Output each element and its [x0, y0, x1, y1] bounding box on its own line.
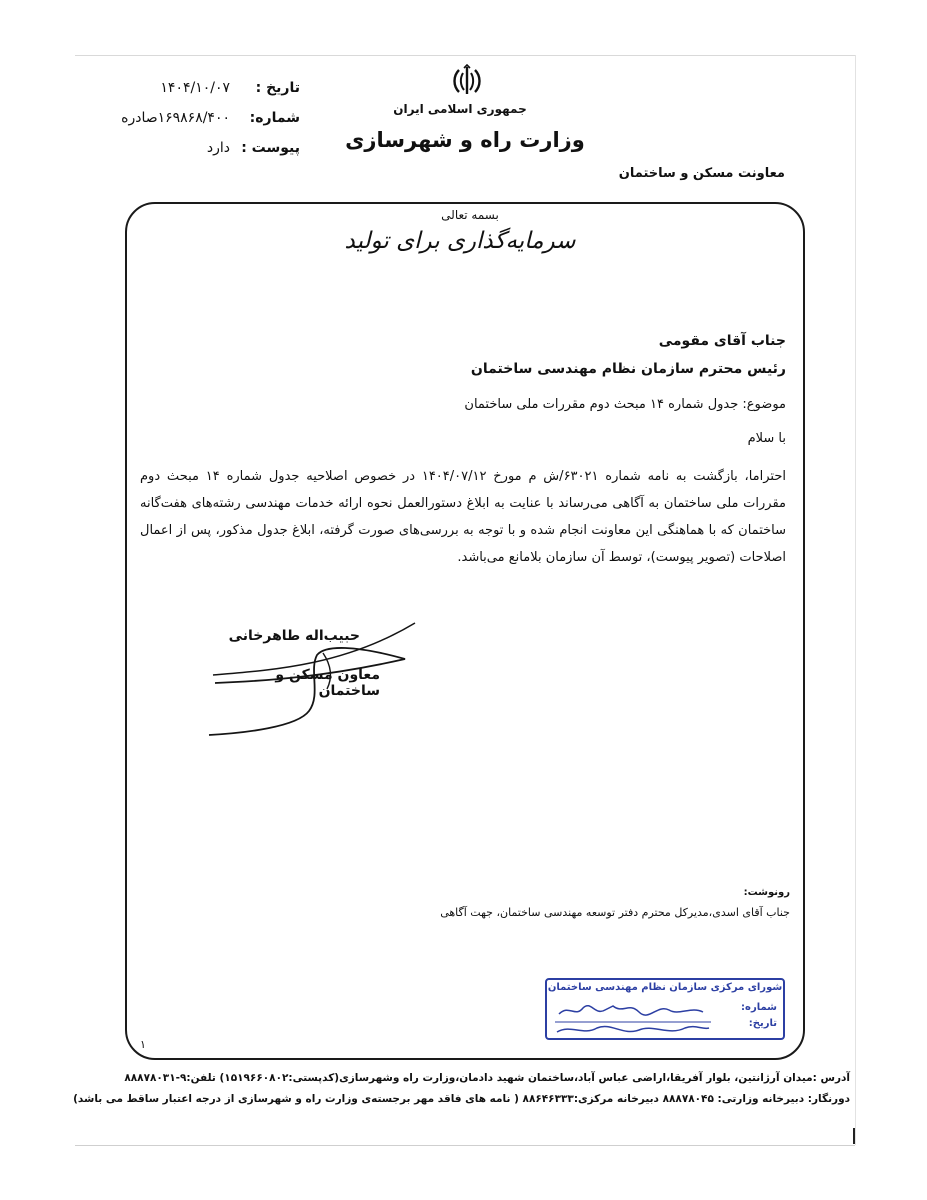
government-name: جمهوری اسلامی ایران — [393, 102, 527, 116]
letter-meta — [100, 80, 300, 170]
page-number: ۱ — [140, 1038, 146, 1051]
receipt-stamp — [545, 978, 785, 1040]
iran-emblem-icon — [450, 64, 484, 98]
stamp-date-label: تاریخ: — [748, 1018, 777, 1029]
footer-address: آدرس :میدان آرژانتین، بلوار آفریقا،اراضی عباس آباد،ساختمان شهید دادمان،وزارت راه وشهرسازی(کدپستی:۱۵۱۹۶۶۰۸۰۲) تلفن:۹-۸۸۸۷۸۰۳۱ — [124, 1072, 850, 1084]
number-row — [100, 110, 300, 140]
bismillah: بسمه تعالی — [441, 208, 499, 222]
page-edge-top — [75, 55, 855, 56]
margin-mark — [853, 1128, 855, 1144]
letter-body: احتراما، بازگشت به نامه شماره ۶۳۰۲۱/ش م مورخ ۱۴۰۴/۰۷/۱۲ در خصوص اصلاحیه جدول شماره ۱۴ مبحث دوم مقررات ملی ساختمان به آگاهی می‌رساند با عنایت به ابلاغ دستورالعمل نحوه ارائه خدمات مهندسی رشته‌های هفت‌گانه ساختمان که با هماهنگی این معاونت انجام شده و با توجه به بررسی‌های صورت گرفته، ابلاغ جدول مذکور، پس از اعمال اصلاحات (تصویر پیوست)، توسط آن سازمان بلامانع می‌باشد. — [140, 469, 786, 565]
number-label: شماره: — [249, 110, 300, 126]
cc-recipient: جناب آقای اسدی،مدیرکل محترم دفتر توسعه مهندسی ساختمان، جهت آگاهی — [440, 906, 790, 919]
addressee-title: رئیس محترم سازمان نظام مهندسی ساختمان — [470, 361, 786, 377]
attachment-value: دارد — [206, 140, 230, 156]
date-row — [100, 80, 300, 110]
page-edge-bottom — [75, 1145, 855, 1146]
cc-label: رونوشت: — [743, 887, 790, 898]
addressee: جناب آقای مقومی — [658, 333, 786, 349]
signer-title: معاون مسکن و ساختمان — [275, 667, 380, 699]
date-value: ۱۴۰۴/۱۰/۰۷ — [160, 80, 230, 96]
attachment-row — [100, 140, 300, 170]
stamp-handwriting — [553, 996, 713, 1040]
subject-line: موضوع: جدول شماره ۱۴ مبحث دوم مقررات ملی ساختمان — [464, 397, 786, 412]
handwritten-signature — [205, 615, 420, 740]
footer-fax: دورنگار: دبیرخانه وزارتی: ۸۸۸۷۸۰۴۵ دبیرخانه مرکزی:۸۸۶۴۶۳۳۳ ( نامه های فاقد مهر برجسته‌ی وزارت راه و شهرسازی از درجه اعتبار ساقط می باشد) — [73, 1093, 850, 1105]
deputy-office: معاونت مسکن و ساختمان — [618, 166, 785, 181]
date-label: تاریخ : — [255, 80, 300, 96]
number-value: ۱۶۹۸۶۸/۴۰۰صادره — [121, 110, 230, 126]
signer-name: حبیب‌اله طاهرخانی — [228, 628, 360, 644]
stamp-number-label: شماره: — [741, 1002, 777, 1013]
greeting: با سلام — [747, 431, 786, 446]
page-edge-right — [855, 55, 856, 1145]
attachment-label: پیوست : — [241, 140, 300, 156]
stamp-title: شورای مرکزی سازمان نظام مهندسی ساختمان — [547, 982, 783, 993]
ministry-name: وزارت راه و شهرسازی — [345, 128, 585, 152]
slogan: سرمایه‌گذاری برای تولید — [344, 228, 576, 254]
